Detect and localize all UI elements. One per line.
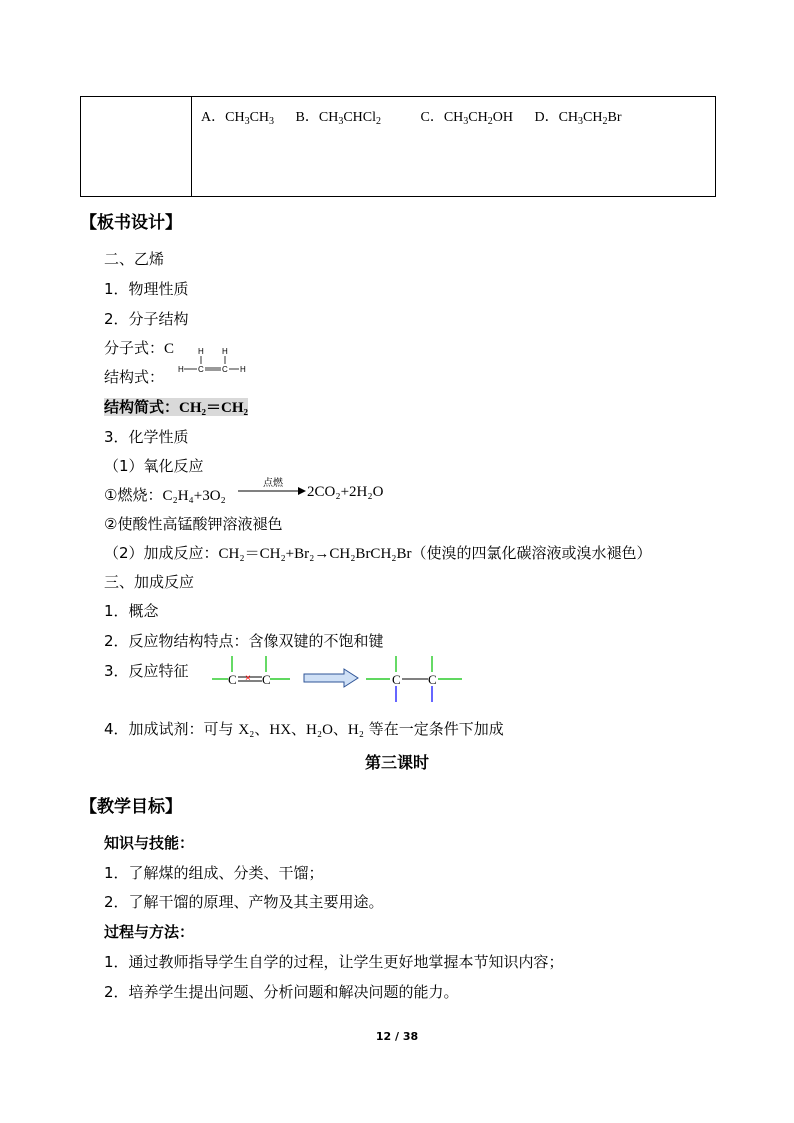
combust-condition: 点燃: [263, 478, 283, 489]
item-chemical: 3．化学性质: [104, 428, 189, 446]
option-d: D．$CH_3CH_2Br$: [534, 110, 622, 127]
item-reagents: [104, 718, 504, 739]
formula-value: C: [164, 341, 175, 357]
item-reactant-feature: 2．反应物结构特点：含像双键的不饱和键: [104, 632, 384, 650]
reagents-prefix: 4．加成试剂：可与: [104, 720, 239, 738]
board-design-heading: 【板书设计】: [80, 213, 182, 233]
atom-c-left: C: [198, 365, 204, 374]
item-physical: 1．物理性质: [104, 280, 189, 298]
svg-text:C: C: [228, 672, 237, 687]
ethylene-structure-diagram: [172, 344, 250, 378]
atom-h-right: H: [240, 365, 246, 374]
option-c: C．$CH_3CH_2OH$: [420, 110, 513, 127]
reagents-suffix: 等在一定条件下加成: [364, 720, 504, 738]
process-item-2: 2．培养学生提出问题、分析问题和解决问题的能力。: [104, 983, 459, 1001]
option-a: A．$CH_3CH_3$: [201, 110, 275, 127]
reagents-list: X₂、HX、H₂O、H₂: [238, 722, 364, 738]
simple-value: CH₂＝CH₂: [179, 400, 249, 416]
struct-label: 结构式：: [104, 368, 165, 386]
table-divider: [191, 97, 192, 196]
item-concept: 1．概念: [104, 602, 159, 620]
section-addition: 三、加成反应: [104, 573, 195, 591]
combust-products: 2CO₂+2H₂O: [307, 484, 384, 500]
option-b: B．$CH_3CHCl_2$: [295, 110, 381, 127]
hollow-arrow: [304, 669, 358, 687]
addition-label: （2）加成反应：: [104, 544, 219, 562]
objectives-heading: 【教学目标】: [80, 797, 182, 817]
knowledge-item-2: 2．了解干馏的原理、产物及其主要用途。: [104, 893, 384, 911]
formula-label: 分子式：: [104, 339, 165, 357]
atom-c-right: C: [222, 365, 228, 374]
atom-h-top-left: H: [198, 347, 204, 356]
item-reaction-feature: 3．反应特征: [104, 662, 189, 680]
page-number: 12 / 38: [375, 1030, 419, 1043]
simple-label: 结构简式：: [104, 398, 180, 416]
svg-text:C: C: [262, 672, 271, 687]
reaction-arrow: [236, 486, 306, 496]
combust-reactants: C₂H₄+3O₂: [162, 488, 226, 504]
atom-h-left: H: [178, 365, 184, 374]
lesson-title: 第三课时: [364, 753, 429, 772]
answer-options: [201, 106, 640, 126]
svg-text:C: C: [428, 672, 437, 687]
section-ethylene: 二、乙烯: [104, 250, 165, 268]
item-structure: 2．分子结构: [104, 310, 189, 328]
kmno4-line: ②使酸性高锰酸钾溶液褪色: [104, 515, 283, 533]
combustion-line: [104, 484, 226, 505]
simple-formula-line: [104, 396, 248, 417]
formula-line: [104, 337, 174, 358]
cross-mark: ×: [245, 673, 251, 684]
svg-text:C: C: [392, 672, 401, 687]
atom-h-top-right: H: [222, 347, 228, 356]
combust-label: ①燃烧：: [104, 486, 163, 504]
simple-formula-highlight: [104, 398, 248, 416]
addition-note: （使溴的四氯化碳溶液或溴水褪色）: [411, 544, 652, 562]
process-item-1: 1．通过教师指导学生自学的过程，让学生更好地掌握本节知识内容；: [104, 953, 564, 971]
knowledge-item-1: 1．了解煤的组成、分类、干馏；: [104, 864, 324, 882]
process-title: 过程与方法：: [104, 923, 195, 941]
addition-feature-diagram: [210, 652, 470, 704]
addition-equation: CH₂＝CH₂+Br₂→CH₂BrCH₂Br: [218, 546, 412, 562]
addition-line: [104, 542, 652, 563]
question-table: [80, 96, 716, 197]
knowledge-title: 知识与技能：: [104, 834, 195, 852]
sub-oxidation: （1）氧化反应: [104, 457, 204, 475]
